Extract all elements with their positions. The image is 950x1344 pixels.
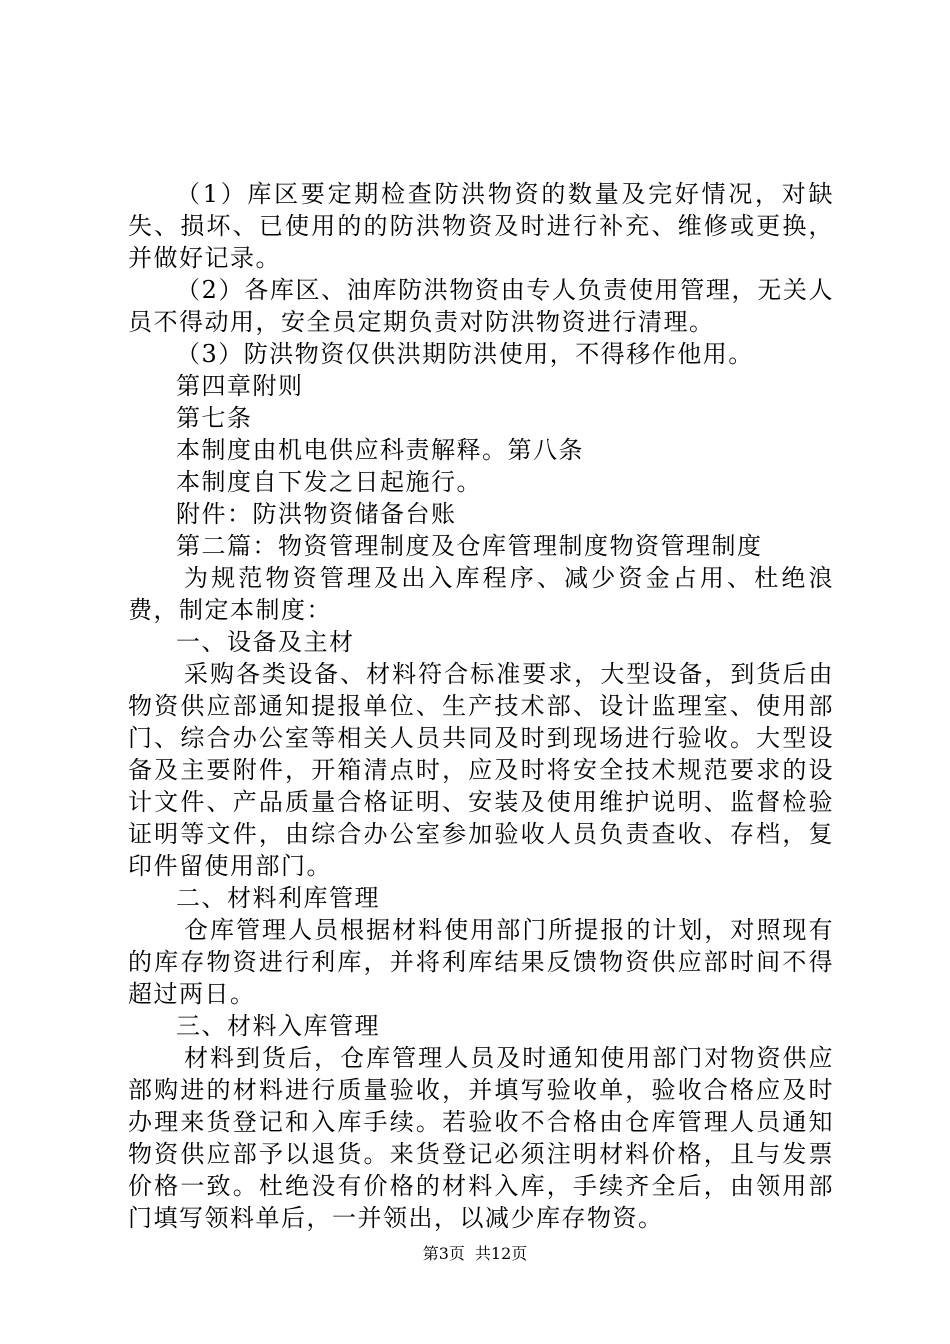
paragraph-4: 本制度由机电供应科责解释。第八条: [176, 436, 584, 464]
chapter-heading: 第四章附则: [176, 372, 304, 400]
page-footer: [0, 1244, 950, 1264]
total-pages: 共12页: [474, 1244, 528, 1263]
section-heading-2: 第二篇：物资管理制度及仓库管理制度物资管理制度: [176, 532, 763, 560]
paragraph-1: （1）库区要定期检查防洪物资的数量及完好情况，对缺失、损坏、已使用的的防洪物资及时进行补充、维修或更换，并做好记录。: [128, 180, 834, 272]
paragraph-3: （3）防洪物资仅供洪期防洪使用，不得移作他用。: [176, 340, 754, 368]
paragraph-6: 为规范物资管理及出入库程序、减少资金占用、杜绝浪费，制定本制度：: [128, 564, 834, 624]
paragraph-2: （2）各库区、油库防洪物资由专人负责使用管理，无关人员不得动用，安全员定期负责对防洪物资进行清理。: [128, 276, 834, 336]
paragraph-9: 材料到货后，仓库管理人员及时通知使用部门对物资供应部购进的材料进行质量验收，并填写验收单，验收合格应及时办理来货登记和入库手续。若验收不合格由仓库管理人员通知物资供应部予以退货。来货登记必须注明材料价格，且与发票价格一致。杜绝没有价格的材料入库，手续齐全后，由领用部门填写领料单后，一并领出，以减少库存物资。: [128, 1044, 834, 1232]
paragraph-8: 仓库管理人员根据材料使用部门所提报的计划，对照现有的库存物资进行利库，并将利库结果反馈物资供应部时间不得超过两日。: [128, 916, 834, 1008]
subheading-3: 三、材料入库管理: [176, 1012, 380, 1040]
attachment-line: 附件：防洪物资储备台账: [176, 500, 457, 528]
page-number: 第3页: [422, 1244, 465, 1263]
document-body: [128, 178, 834, 1234]
article-heading-7: 第七条: [176, 404, 253, 432]
paragraph-5: 本制度自下发之日起施行。: [176, 468, 482, 496]
subheading-1: 一、设备及主材: [176, 628, 355, 656]
subheading-2: 二、材料利库管理: [176, 884, 380, 912]
paragraph-7: 采购各类设备、材料符合标准要求，大型设备，到货后由物资供应部通知提报单位、生产技术部、设计监理室、使用部门、综合办公室等相关人员共同及时到现场进行验收。大型设备及主要附件，开箱清点时，应及时将安全技术规范要求的设计文件、产品质量合格证明、安装及使用维护说明、监督检验证明等文件，由综合办公室参加验收人员负责查收、存档，复印件留使用部门。: [128, 660, 834, 880]
